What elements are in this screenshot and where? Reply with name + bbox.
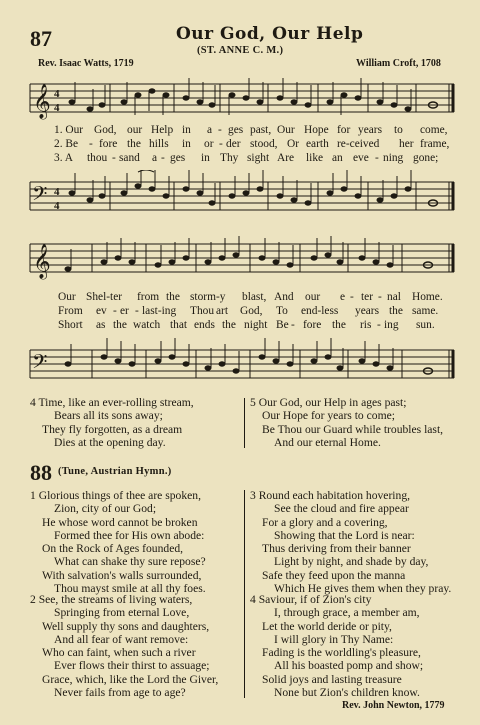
verse-3-word: fore — [303, 319, 322, 331]
verse-2-word: the — [127, 138, 141, 150]
verse-3-word: ends — [194, 319, 215, 331]
stanza-line: Let the world deride or pity, — [262, 619, 392, 633]
stanza-line: Solid joys and lasting treasure — [262, 672, 402, 686]
verse-1-word: come, — [420, 124, 448, 136]
verse-2-word: - — [89, 138, 93, 150]
verse-2-word: art — [216, 305, 229, 317]
stanza-line: See the cloud and fire appear — [274, 502, 409, 516]
svg-text:4: 4 — [54, 102, 60, 114]
verse-2-word: God, — [240, 305, 263, 317]
verse-3-word: the — [113, 319, 127, 331]
tune-name: (ST. ANNE C. M.) — [197, 45, 284, 56]
stanza-line: 5 Our God, our Help in ages past; — [250, 396, 407, 409]
verse-3-word: - — [112, 152, 116, 164]
verse-2-word: frame, — [420, 138, 450, 150]
composer-credit: William Croft, 1708 — [356, 58, 441, 69]
stanza-line: Thou mayst smile at all thy foes. — [54, 582, 206, 596]
verse-3-word: ges — [170, 152, 186, 164]
stanza-line: He whose word cannot be broken — [42, 515, 198, 529]
stanza-line: 4 Saviour, if of Zion's city — [250, 593, 372, 606]
stanza-line: Thus deriving from their banner — [262, 542, 411, 556]
treble-staff-2 — [28, 236, 456, 282]
verse-3-word: sun. — [416, 319, 435, 331]
stanza-line: Dies at the opening day. — [54, 435, 166, 449]
verse-3-word: Short — [58, 319, 83, 331]
verse-2-word: her — [399, 138, 414, 150]
verse-2-word: earth — [306, 138, 329, 150]
verse-2-word: From — [58, 305, 83, 317]
verse-3-word: eve — [353, 152, 369, 164]
verse-3-word: an — [332, 152, 343, 164]
verse-1-word: Our — [58, 291, 76, 303]
verse-3-word: a — [152, 152, 158, 164]
stanza-line: Zion, city of our God; — [54, 502, 157, 516]
verse-1-word: Shel-ter — [86, 291, 123, 303]
stanza-line: On the Rock of Ages founded, — [42, 542, 184, 556]
column-divider — [244, 490, 245, 698]
verse-3-word: Thy — [220, 152, 239, 164]
stanza-line: All his boasted pomp and show; — [274, 659, 424, 673]
verse-1-word: our — [127, 124, 143, 136]
verse-1-word: ges — [228, 124, 244, 136]
verse-3-word: thou — [87, 152, 108, 164]
verse-1-word: - — [218, 124, 222, 136]
verse-2-word: hills — [149, 138, 169, 150]
verse-1-word: from — [137, 291, 160, 303]
verse-1-word: years — [358, 124, 383, 136]
verse-1-word: in — [182, 124, 191, 136]
stanza-line: Which He gives them when they pray. — [274, 582, 452, 596]
stanza-line: Ever flows their thirst to assuage; — [54, 659, 210, 673]
verse-3-word: the — [222, 319, 236, 331]
verse-2-word: same. — [412, 305, 439, 317]
verse-3-word: 3. A — [54, 152, 73, 164]
verse-3-word: as — [96, 319, 106, 331]
svg-text:4: 4 — [54, 186, 60, 198]
verse-2-word: Thou — [190, 305, 215, 317]
verse-1-word: our — [305, 291, 321, 303]
stanza-line: 1 Glorious things of thee are spoken, — [30, 489, 201, 502]
stanza-line: None but Zion's children know. — [274, 686, 420, 700]
verse-2-word: - — [113, 305, 117, 317]
verse-3-word: sight — [247, 152, 270, 164]
svg-text:4: 4 — [54, 200, 60, 212]
stanza-line: Showing that the Lord is near: — [274, 528, 415, 542]
stanza-line: 4 Time, like an ever-rolling stream, — [30, 396, 194, 409]
svg-text:𝄞: 𝄞 — [33, 244, 51, 279]
author-credit: Rev. John Newton, 1779 — [342, 700, 445, 711]
verse-2-word: the — [389, 305, 403, 317]
treble-staff-1 — [28, 78, 456, 122]
verse-1-word: Home. — [412, 291, 443, 303]
stanza-line: Well supply thy sons and daughters, — [42, 619, 210, 633]
svg-text:𝄢: 𝄢 — [32, 350, 48, 378]
stanza-line: 3 Round each habitation hovering, — [250, 489, 411, 502]
hymn-number: 87 — [30, 26, 52, 51]
verse-2-word: re-ceived — [337, 138, 380, 150]
verse-lines-system-2 — [0, 291, 480, 333]
stanza-line: And all fear of want remove: — [54, 632, 189, 646]
hymn87-stanza-5 — [250, 396, 475, 449]
hymn87-stanza-4 — [30, 396, 245, 449]
hymn88-stanza-4 — [250, 593, 475, 699]
verse-3-word: gone; — [413, 152, 439, 164]
verse-1-word: a — [207, 124, 213, 136]
verse-1-word: past, — [250, 124, 272, 136]
verse-2-word: last-ing — [142, 305, 177, 317]
verse-1-word: the — [166, 291, 180, 303]
verse-1-word: Our — [277, 124, 295, 136]
verse-3-word: - — [291, 319, 295, 331]
verse-3-word: Be — [276, 319, 289, 331]
stanza-line: Our Hope for years to come; — [262, 409, 395, 423]
verse-1-word: nal — [387, 291, 401, 303]
verse-3-word: Are — [277, 152, 295, 164]
hymn88-stanza-3 — [250, 489, 475, 595]
verse-1-word: - — [350, 291, 354, 303]
svg-text:𝄞: 𝄞 — [33, 84, 51, 119]
verse-2-word: Or — [287, 138, 300, 150]
svg-text:4: 4 — [54, 88, 60, 100]
verse-lines-system-1 — [0, 124, 480, 166]
verse-1-word: Hope — [304, 124, 329, 136]
svg-text:𝄢: 𝄢 — [32, 182, 48, 210]
verse-1-word: 1. Our — [54, 124, 84, 136]
verse-2-word: ev — [96, 305, 107, 317]
hymn88-stanza-1 — [30, 489, 245, 595]
verse-3-word: in — [201, 152, 210, 164]
verse-1-word: - — [378, 291, 382, 303]
tune-name: (Tune, Austrian Hymn.) — [58, 466, 172, 477]
stanza-line: Safe they feed upon the manna — [262, 568, 406, 582]
verse-2-word: To — [276, 305, 288, 317]
verse-3-word: ning — [383, 152, 404, 164]
hymn88-stanza-2 — [30, 593, 245, 699]
verse-2-word: - — [219, 138, 223, 150]
verse-3-word: that — [170, 319, 188, 331]
verse-3-word: - — [161, 152, 165, 164]
stanza-line: With salvation's walls surrounded, — [42, 568, 202, 582]
stanza-line: Springing from eternal Love, — [54, 606, 190, 620]
verse-1-word: And — [274, 291, 294, 303]
stanza-line: Be Thou our Guard while troubles last, — [262, 422, 444, 436]
stanza-line: I, through grace, a member am, — [274, 606, 420, 620]
verse-1-word: storm-y — [190, 291, 226, 303]
verse-1-word: to — [394, 124, 403, 136]
verse-2-word: 2. Be — [54, 138, 79, 150]
verse-2-word: in — [182, 138, 191, 150]
stanza-line: Fading is the worldling's pleasure, — [262, 646, 421, 660]
bass-staff-1 — [28, 170, 456, 218]
verse-1-word: for — [337, 124, 351, 136]
verse-1-word: ter — [361, 291, 374, 303]
hymn-title: Our God, Our Help — [176, 24, 364, 44]
stanza-line: Bears all its sons away; — [54, 409, 163, 423]
verse-1-word: blast, — [242, 291, 267, 303]
verse-2-word: - — [135, 305, 139, 317]
bass-staff-2 — [28, 338, 456, 386]
verse-3-word: - — [375, 152, 379, 164]
stanza-line: For a glory and a covering, — [262, 515, 388, 529]
stanza-line: Formed thee for His own abode: — [54, 528, 205, 542]
verse-2-word: end-less — [301, 305, 339, 317]
stanza-line: They fly forgotten, as a dream — [42, 422, 183, 436]
verse-2-word: der — [226, 138, 241, 150]
verse-3-word: ing — [384, 319, 399, 331]
verse-2-word: er — [120, 305, 129, 317]
verse-3-word: the — [332, 319, 346, 331]
stanza-line: Light by night, and shade by day, — [274, 555, 429, 569]
verse-2-word: or — [204, 138, 214, 150]
verse-3-word: night — [244, 319, 268, 331]
stanza-line: Never fails from age to age? — [54, 686, 186, 700]
verse-2-word: stood, — [250, 138, 278, 150]
verse-3-word: sand — [119, 152, 140, 164]
stanza-line: What can shake thy sure repose? — [54, 555, 206, 569]
author-credit: Rev. Isaac Watts, 1719 — [38, 58, 134, 69]
verse-1-word: God, — [94, 124, 117, 136]
verse-2-word: years — [355, 305, 380, 317]
verse-1-word: e — [340, 291, 346, 303]
hymn-number: 88 — [30, 460, 52, 485]
verse-1-word: Help — [151, 124, 174, 136]
stanza-line: And our eternal Home. — [274, 435, 381, 449]
verse-3-word: - — [377, 319, 381, 331]
stanza-line: Who can faint, when such a river — [42, 646, 196, 660]
verse-3-word: ris — [360, 319, 372, 331]
verse-2-word: fore — [99, 138, 118, 150]
column-divider — [244, 398, 245, 448]
verse-3-word: like — [306, 152, 324, 164]
stanza-line: Grace, which, like the Lord the Giver, — [42, 672, 219, 686]
stanza-line: 2 See, the streams of living waters, — [30, 593, 193, 606]
stanza-line: I will glory in Thy Name: — [274, 632, 394, 646]
verse-3-word: watch — [133, 319, 161, 331]
